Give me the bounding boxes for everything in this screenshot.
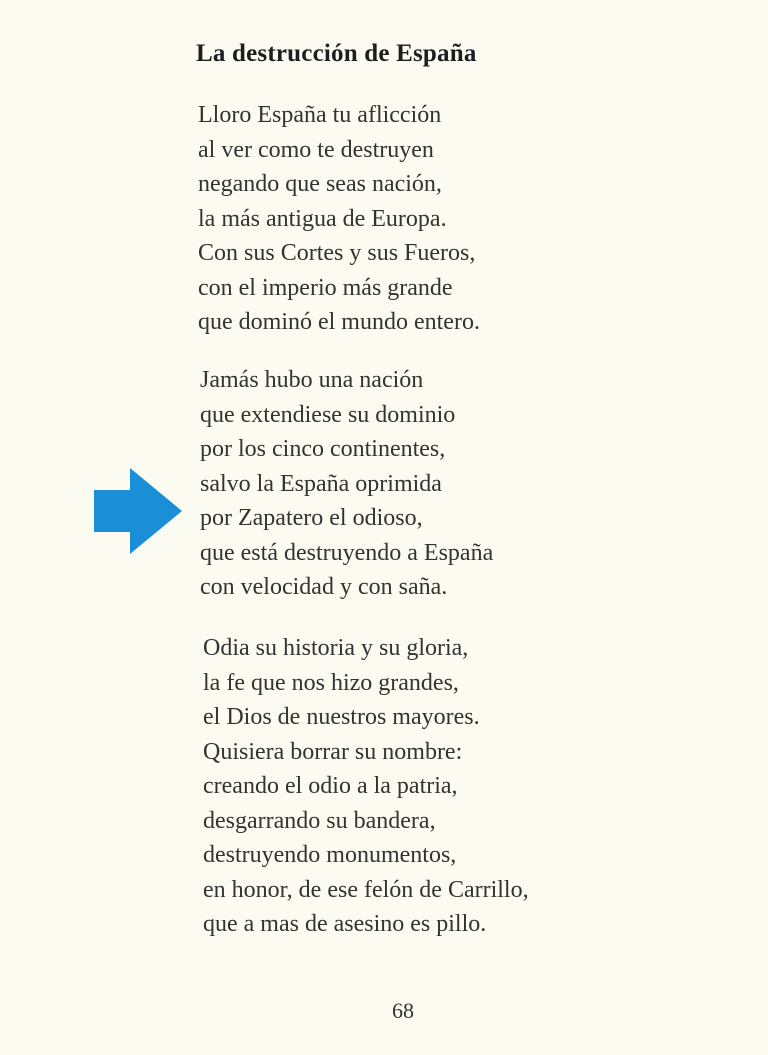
stanza-3 (203, 631, 529, 942)
poem-line: negando que seas nación, (198, 171, 442, 197)
arrow-shape (94, 468, 182, 554)
poem-line: desgarrando su bandera, (203, 807, 436, 834)
poem-line: Con sus Cortes y sus Fueros, (198, 240, 476, 266)
poem-line: que dominó el mundo entero. (198, 309, 480, 335)
poem-line: Jamás hubo una nación (200, 367, 424, 393)
poem-line: al ver como te destruyen (198, 136, 434, 163)
poem-line: la fe que nos hizo grandes, (203, 669, 459, 696)
right-arrow-icon (94, 468, 182, 554)
poem-line: Odia su historia y su gloria, (203, 635, 469, 661)
poem-line: destruyendo monumentos, (203, 842, 457, 868)
poem-line: con el imperio más grande (198, 274, 453, 301)
poem-line: el Dios de nuestros mayores. (203, 704, 480, 730)
stanza-1 (198, 98, 480, 340)
poem-line: por Zapatero el odioso, (200, 505, 423, 531)
poem-line: que extendiese su dominio (200, 401, 456, 428)
stanza-2 (200, 363, 493, 605)
poem-line: Quisiera borrar su nombre: (203, 738, 463, 765)
poem-line: salvo la España oprimida (200, 470, 442, 497)
poem-line: que a mas de asesino es pillo. (203, 911, 487, 937)
poem-line: que está destruyendo a España (200, 539, 494, 566)
poem-line: Lloro España tu aflicción (198, 102, 442, 128)
poem-line: por los cinco continentes, (200, 436, 446, 462)
poem-line: en honor, de ese felón de Carrillo, (203, 876, 529, 903)
poem-line: la más antigua de Europa. (198, 205, 447, 232)
page-number: 68 (392, 998, 414, 1023)
poem-line: creando el odio a la patria, (203, 773, 458, 799)
poem-line: con velocidad y con saña. (200, 574, 448, 600)
poem-title: La destrucción de España (196, 40, 477, 67)
